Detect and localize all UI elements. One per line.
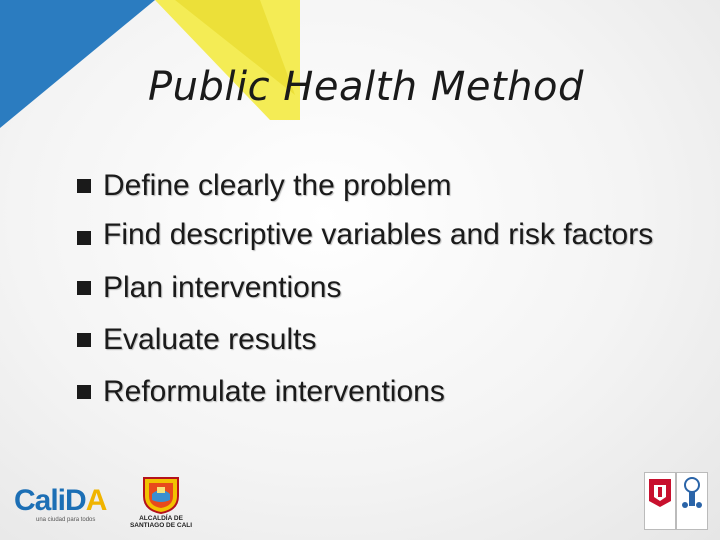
square-bullet-icon — [77, 385, 91, 399]
calida-logo — [14, 484, 124, 528]
bullet-text: Plan interventions — [103, 271, 342, 304]
bullet-item — [75, 314, 675, 366]
square-bullet-icon — [77, 231, 91, 245]
bullet-item — [75, 160, 675, 212]
slide-title: Public Health Method — [148, 64, 584, 110]
partner-logo — [676, 472, 708, 530]
calida-tagline: una ciudad para todos — [36, 517, 96, 523]
bullet-text: Reformulate interventions — [103, 375, 445, 408]
bullet-item — [75, 262, 675, 314]
blue-emblem-icon — [677, 473, 707, 513]
bullet-item — [75, 366, 675, 418]
bullet-text: Find descriptive variables and risk factors — [103, 218, 654, 251]
health-secretariat-logo — [644, 472, 676, 530]
bullet-list — [75, 160, 675, 418]
square-bullet-icon — [77, 179, 91, 193]
bullet-text: Evaluate results — [103, 323, 317, 356]
cali-crest-icon — [140, 474, 182, 514]
calida-wordmark: CaliDA — [14, 484, 107, 517]
square-bullet-icon — [77, 333, 91, 347]
square-bullet-icon — [77, 281, 91, 295]
bullet-item — [75, 212, 675, 262]
red-emblem-icon — [645, 473, 675, 513]
bullet-text: Define clearly the problem — [103, 169, 452, 202]
alcaldia-label: ALCALDÍA DE SANTIAGO DE CALI — [129, 515, 193, 529]
